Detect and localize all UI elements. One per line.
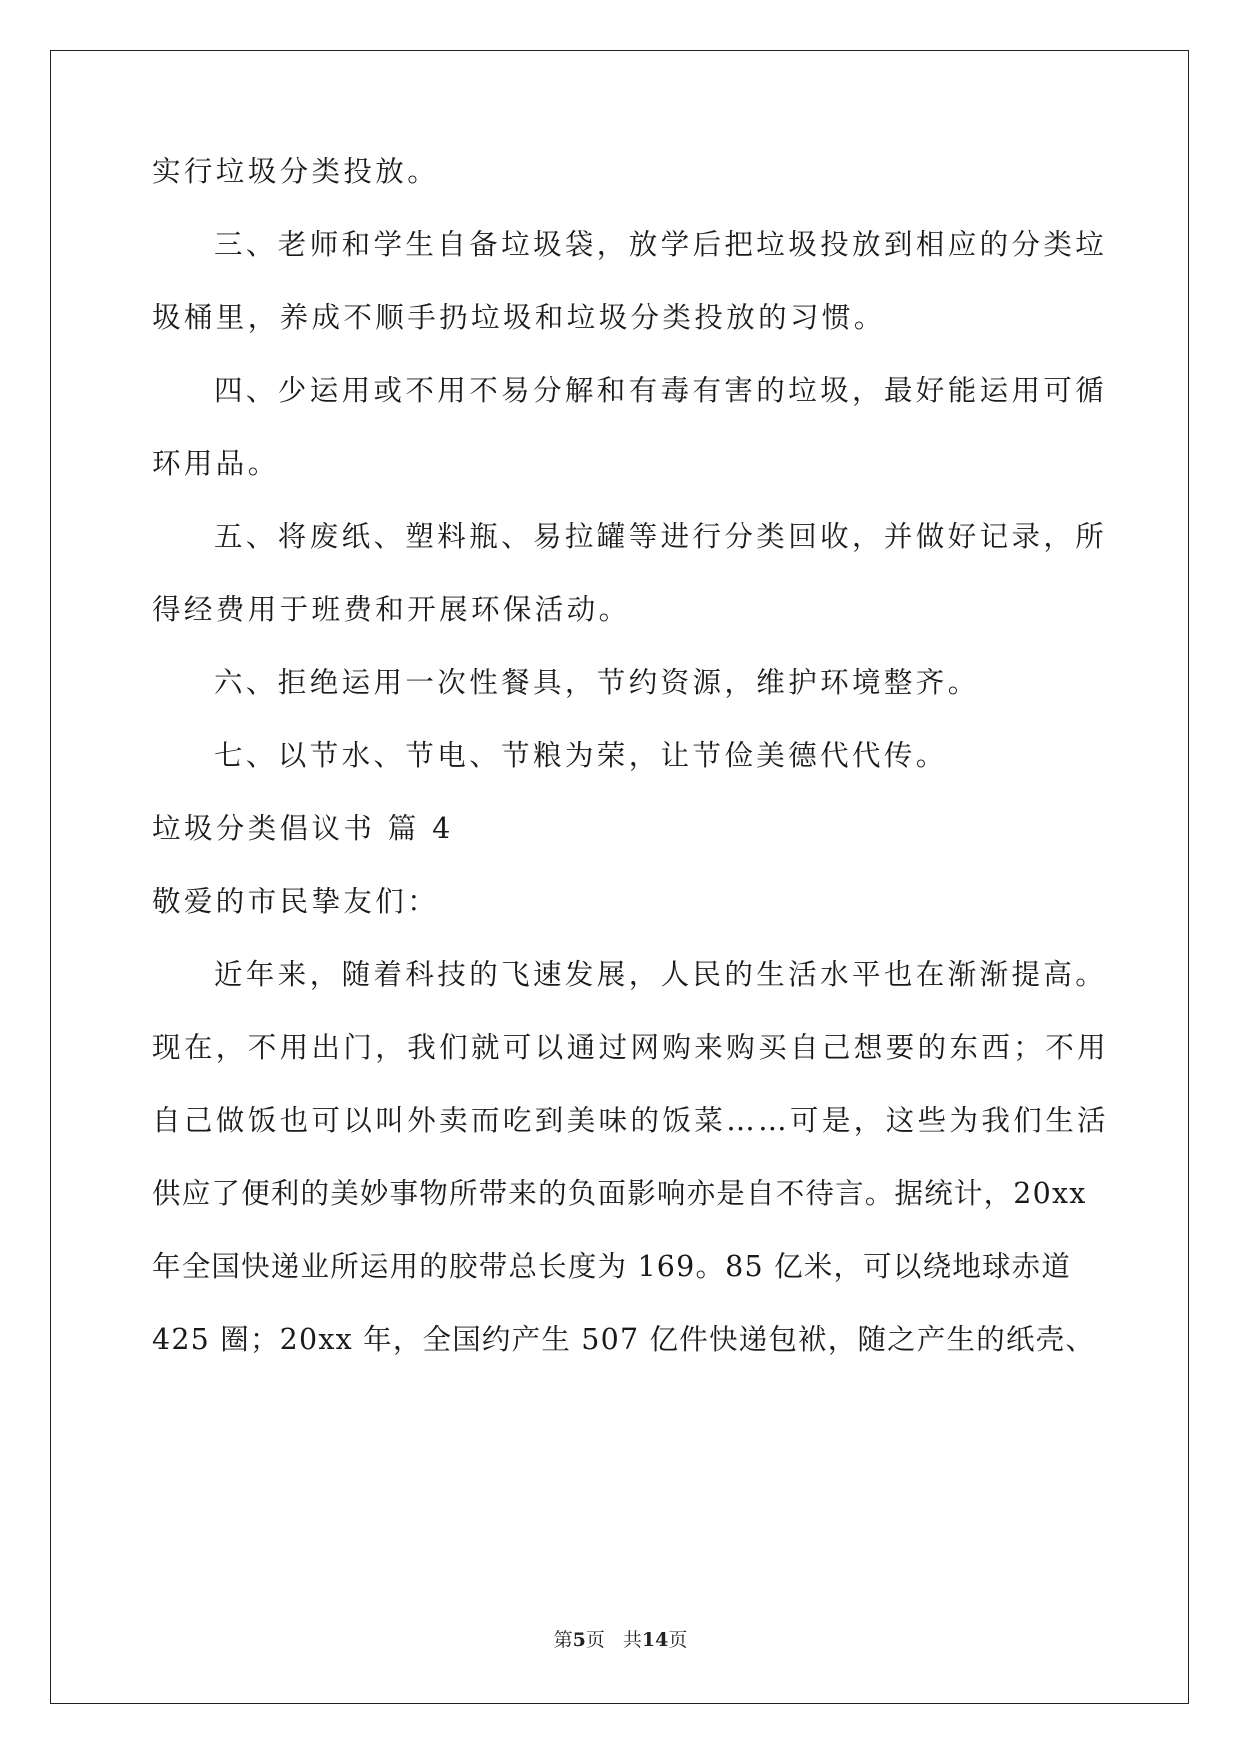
section-heading: 垃圾分类倡议书 篇 4 [152,812,454,845]
text-line: 供应了便利的美妙事物所带来的负面影响亦是自不待言。据统计，20xx [152,1177,1087,1210]
footer-prefix: 第 [553,1629,573,1651]
text-line: 六、拒绝运用一次性餐具，节约资源，维护环境整齐。 [214,666,980,699]
text-line: 年全国快递业所运用的胶带总长度为 169。85 亿米，可以绕地球赤道 [152,1250,1072,1283]
page-footer [0,1625,1241,1652]
current-page-number: 5 [572,1629,586,1651]
text-line: 三、老师和学生自备垃圾袋，放学后把垃圾投放到相应的分类垃 [214,228,1108,261]
text-line: 实行垃圾分类投放。 [152,155,440,188]
text-line: 得经费用于班费和开展环保活动。 [152,593,631,626]
text-line: 圾桶里，养成不顺手扔垃圾和垃圾分类投放的习惯。 [152,301,886,334]
salutation: 敬爱的市民挚友们： [152,885,440,918]
footer-page-unit: 页 [585,1629,605,1651]
text-line: 七、以节水、节电、节粮为荣，让节俭美德代代传。 [214,739,948,772]
text-line: 425 圈；20xx 年，全国约产生 507 亿件快递包袱，随之产生的纸壳、 [152,1323,1096,1356]
text-line: 五、将废纸、塑料瓶、易拉罐等进行分类回收，并做好记录，所 [214,520,1108,553]
text-line: 自己做饭也可以叫外卖而吃到美味的饭菜……可是，这些为我们生活 [152,1104,1110,1137]
text-line: 四、少运用或不用不易分解和有毒有害的垃圾，最好能运用可循 [214,374,1108,407]
total-page-count: 14 [641,1629,669,1651]
text-line: 近年来，随着科技的飞速发展，人民的生活水平也在渐渐提高。 [214,958,1108,991]
footer-total-unit: 页 [668,1629,688,1651]
text-line: 现在，不用出门，我们就可以通过网购来购买自己想要的东西；不用 [152,1031,1110,1064]
text-line: 环用品。 [152,447,280,480]
footer-total-prefix: 共 [622,1629,642,1651]
